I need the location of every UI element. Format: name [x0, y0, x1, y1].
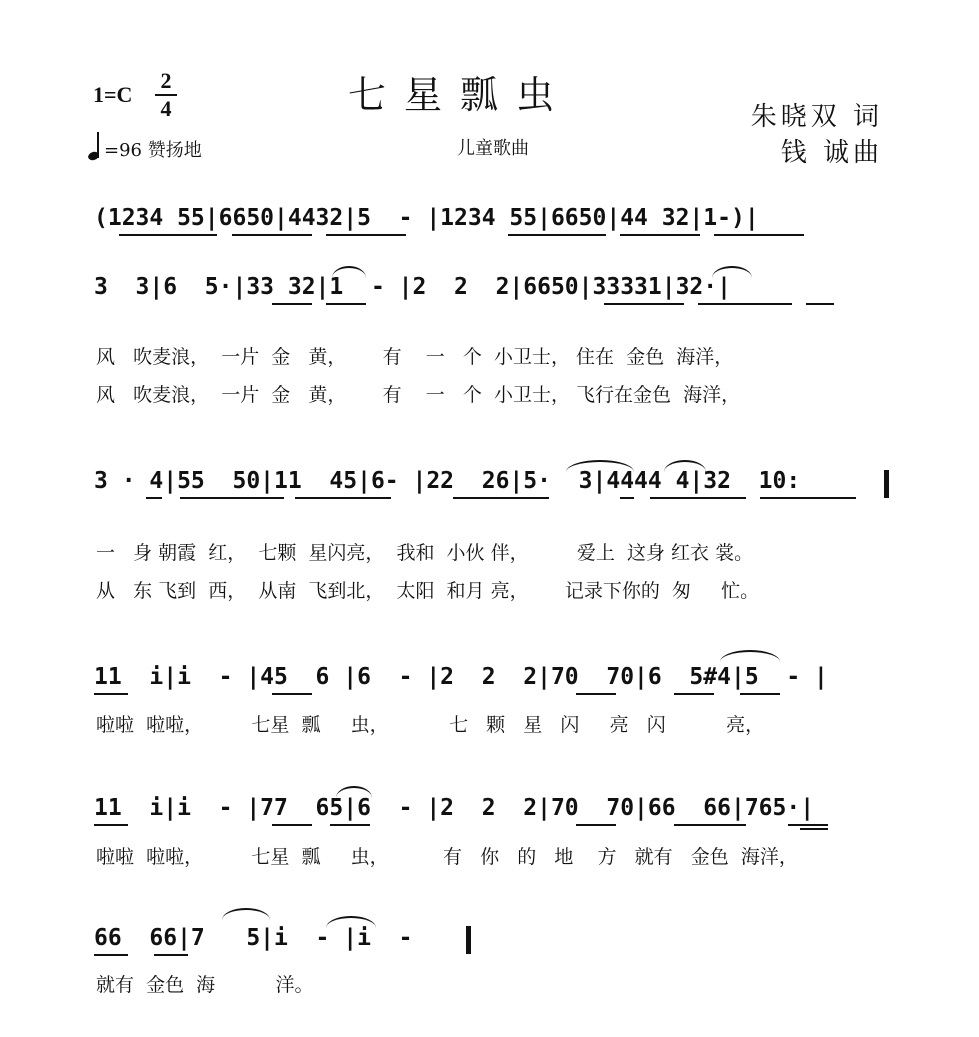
underline	[706, 824, 746, 826]
underline	[508, 234, 606, 236]
underline	[674, 693, 714, 695]
score-line-4: 11 i|i - |45 6 |6 - |2 2 2|70 70|6 5#4|5 - |	[94, 664, 828, 690]
underline	[620, 497, 634, 499]
score-line-3: 3 · 4|55 50|11 45|6- |22 26|5· 3|4444 4|32 10:	[94, 468, 801, 494]
underline	[760, 497, 856, 499]
underline	[806, 303, 834, 305]
lyric-line-5: 啦啦 啦啦， 七星 瓢 虫， 有 你 的 地 方 就有 金色 海洋，	[96, 846, 798, 868]
underline	[272, 693, 312, 695]
score-line-2: 3 3|6 5·|33 32|1 - |2 2 2|6650|33331|32·|	[94, 274, 731, 300]
underline	[326, 303, 366, 305]
slur	[326, 916, 376, 928]
underline	[714, 234, 804, 236]
underline	[94, 954, 128, 956]
slur	[664, 460, 706, 472]
slur	[336, 786, 372, 798]
slur	[720, 650, 780, 662]
underline	[576, 693, 616, 695]
underline	[330, 824, 370, 826]
final-bar	[466, 926, 471, 954]
underline	[620, 234, 700, 236]
underline	[146, 497, 162, 499]
underline	[272, 303, 312, 305]
underline	[154, 954, 188, 956]
lyric-line-2a: 风 吹麦浪， 一片 金 黄， 有 一 个 小卫士， 住在 金色 海洋，	[96, 346, 734, 368]
underline	[326, 234, 406, 236]
score-line-5: 11 i|i - |77 65|6 - |2 2 2|70 70|66 66|765·|	[94, 795, 815, 821]
underline	[232, 234, 312, 236]
underline	[94, 824, 128, 826]
lyricist-credit: 朱晓双 词	[750, 102, 883, 132]
underline	[119, 234, 217, 236]
underline	[800, 828, 828, 830]
tempo-text: =96 赞扬地	[104, 140, 202, 161]
lyric-line-4: 啦啦 啦啦， 七星 瓢 虫， 七 颗 星 闪 亮 闪 亮，	[96, 714, 765, 736]
underline	[740, 693, 780, 695]
underline	[180, 497, 284, 499]
slur	[566, 460, 634, 472]
underline	[453, 497, 549, 499]
lyric-line-6: 就有 金色 海 洋。	[96, 974, 314, 996]
slur	[332, 266, 366, 278]
quarter-note-icon	[88, 132, 104, 162]
key-signature: 1=C	[93, 82, 133, 107]
underline	[272, 824, 312, 826]
score-line-1: (1234 55|6650|4432|5 - |1234 55|6650|44 32|1-)|	[94, 205, 759, 231]
underline	[94, 693, 128, 695]
lyric-line-2b: 风 吹麦浪， 一片 金 黄， 有 一 个 小卫士， 飞行在金色 海洋，	[96, 384, 741, 406]
time-signature-top: 2	[160, 68, 172, 93]
time-signature-bottom: 4	[160, 96, 172, 121]
underline	[295, 497, 391, 499]
underline	[576, 824, 616, 826]
time-signature	[152, 70, 180, 120]
tempo-marking	[88, 132, 202, 162]
underline	[650, 497, 746, 499]
slur	[712, 266, 752, 278]
repeat-end-bar	[884, 470, 889, 498]
lyric-line-3b: 从 东 飞到 西， 从南 飞到北， 太阳 和月 亮， 记录下你的 匆 忙。	[96, 580, 760, 602]
composer-credit: 钱 诚曲	[780, 138, 883, 168]
underline	[698, 303, 792, 305]
underline	[604, 303, 684, 305]
song-genre: 儿童歌曲	[457, 138, 529, 159]
lyric-line-3a: 一 身 朝霞 红， 七颗 星闪亮， 我和 小伙 伴， 爱上 这身 红衣 裳。	[96, 542, 754, 564]
slur	[222, 908, 270, 920]
song-title: 七星瓢虫	[348, 73, 573, 117]
underline	[788, 824, 828, 826]
score-line-6: 66 66|7 5|i - |i -	[94, 925, 427, 951]
